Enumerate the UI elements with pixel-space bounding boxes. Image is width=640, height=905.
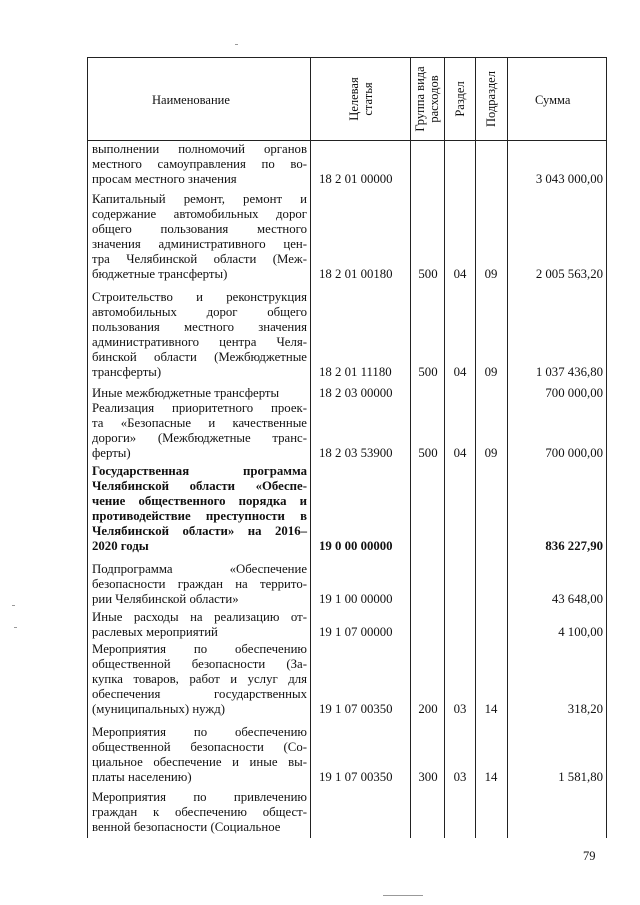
row-sum: 318,20 [567,702,603,716]
row-name-line: ферты) [92,446,131,460]
row-section: 04 [453,365,467,379]
row-name-line: купка товаров, работ и услуг для [92,672,307,686]
header-target-line1: Целевая [347,77,361,121]
row-name-line: платы населению) [92,770,192,784]
row-subsection: 09 [484,446,498,460]
row-target-article: 19 1 07 00350 [319,702,393,716]
col-divider-subsection [507,57,508,838]
row-target-article: 19 0 00 00000 [319,539,393,553]
row-name-line: рии Челябинской области» [92,592,239,606]
row-sum: 700 000,00 [545,386,603,400]
row-name-line: выполнении полномочий органов [92,142,307,156]
row-name [92,386,307,401]
row-target-article: 18 2 01 00180 [319,267,393,281]
row-target-article: 19 1 07 00350 [319,770,393,784]
row-name-line: общественной безопасности (Со- [92,740,307,754]
table-left-border [87,57,88,838]
row-sum: 1 037 436,80 [535,365,603,379]
row-name-line: просам местного значения [92,172,237,186]
row-name [92,610,307,640]
row-name-line: Иные межбюджетные трансферты [92,386,280,400]
row-subsection: 14 [484,702,498,716]
row-name-line: Реализация приоритетного проек- [92,401,307,415]
row-expense-group: 500 [418,365,438,379]
row-name-line: Капитальный ремонт, ремонт и [92,192,307,206]
row-name-line: общего пользования местного [92,222,307,236]
row-sum: 836 227,90 [545,539,603,553]
row-section: 03 [453,770,467,784]
row-target-article: 18 2 03 53900 [319,446,393,460]
row-name-line: 2020 годы [92,539,149,553]
row-name-line: содержание автомобильных дорог [92,207,307,221]
row-name-line: (муниципальных) нужд) [92,702,226,716]
scan-mark [14,627,17,628]
row-target-article: 18 2 01 11180 [319,365,392,379]
row-name-line: чение общественного порядка и [92,494,307,508]
header-group-line1: Группа вида [413,66,427,132]
header-target-line2: статья [361,82,375,116]
row-name [92,790,307,835]
col-divider-name [310,57,311,838]
row-subsection: 09 [484,365,498,379]
table-top-border [87,57,607,58]
row-name-line: трансферты) [92,365,162,379]
row-sum: 700 000,00 [545,446,603,460]
row-name-line: Мероприятия по обеспечению [92,642,307,656]
row-name [92,464,307,554]
row-subsection: 09 [484,267,498,281]
row-name-line: Челябинской области» на 2016– [92,524,307,538]
row-name [92,725,307,785]
row-name-line: обеспечения государственных [92,687,307,701]
header-expense-group [413,66,441,131]
header-bottom-border [87,140,607,141]
scan-mark [235,44,238,45]
row-name-line: граждан к обеспечению общест- [92,805,307,819]
row-name-line: Иные расходы на реализацию от- [92,610,307,624]
row-name-line: бинской области (Межбюджетные [92,350,307,364]
header-sum: Сумма [535,93,571,107]
row-name-line: венной безопасности (Социальное [92,820,281,834]
row-sum: 3 043 000,00 [535,172,603,186]
row-section: 04 [453,267,467,281]
row-name-line: безопасности граждан на террито- [92,577,307,591]
row-name [92,642,307,717]
header-name: Наименование [152,93,230,107]
header-section: Раздел [453,81,467,117]
row-expense-group: 200 [418,702,438,716]
row-sum: 4 100,00 [558,625,603,639]
row-name-line: Строительство и реконструкция [92,290,307,304]
row-target-article: 18 2 01 00000 [319,172,393,186]
header-target-article [347,77,375,120]
row-name-line: циальное обеспечение и иные вы- [92,755,307,769]
row-sum: 2 005 563,20 [535,267,603,281]
row-target-article: 19 1 07 00000 [319,625,393,639]
row-target-article: 19 1 00 00000 [319,592,393,606]
row-name-line: Мероприятия по привлечению [92,790,307,804]
row-name-line: местного самоуправления по во- [92,157,307,171]
row-name [92,192,307,282]
col-divider-section [475,57,476,838]
row-name-line: Государственная программа [92,464,307,478]
row-name-line: дороги» (Межбюджетные транс- [92,431,307,445]
row-name-line: административного центра Челя- [92,335,307,349]
row-subsection: 14 [484,770,498,784]
row-section: 04 [453,446,467,460]
row-name [92,562,307,607]
table-right-border [606,57,607,838]
row-expense-group: 500 [418,446,438,460]
row-name-line: значения административного цен- [92,237,307,251]
row-name-line: бюджетные трансферты) [92,267,228,281]
row-name-line: Челябинской области «Обеспе- [92,479,307,493]
header-group-line2: расходов [427,75,441,123]
row-sum: 43 648,00 [551,592,603,606]
row-name-line: Подпрограмма «Обеспечение [92,562,307,576]
row-name-line: общественной безопасности (За- [92,657,307,671]
row-expense-group: 300 [418,770,438,784]
row-name-line: та «Безопасные и качественные [92,416,307,430]
page-number: 79 [583,849,596,863]
scan-mark [12,605,15,606]
col-divider-group [444,57,445,838]
row-name [92,401,307,461]
row-name [92,290,307,380]
row-name-line: автомобильных дорог общего [92,305,307,319]
row-name [92,142,307,187]
row-expense-group: 500 [418,267,438,281]
row-name-line: Мероприятия по обеспечению [92,725,307,739]
col-divider-code [410,57,411,838]
scan-mark [383,895,423,896]
header-subsection: Подраздел [484,71,498,127]
row-name-line: тра Челябинской области (Меж- [92,252,307,266]
row-name-line: раслевых мероприятий [92,625,218,639]
row-target-article: 18 2 03 00000 [319,386,393,400]
row-name-line: противодействие преступности в [92,509,307,523]
row-section: 03 [453,702,467,716]
row-sum: 1 581,80 [558,770,603,784]
row-name-line: пользования местного значения [92,320,307,334]
